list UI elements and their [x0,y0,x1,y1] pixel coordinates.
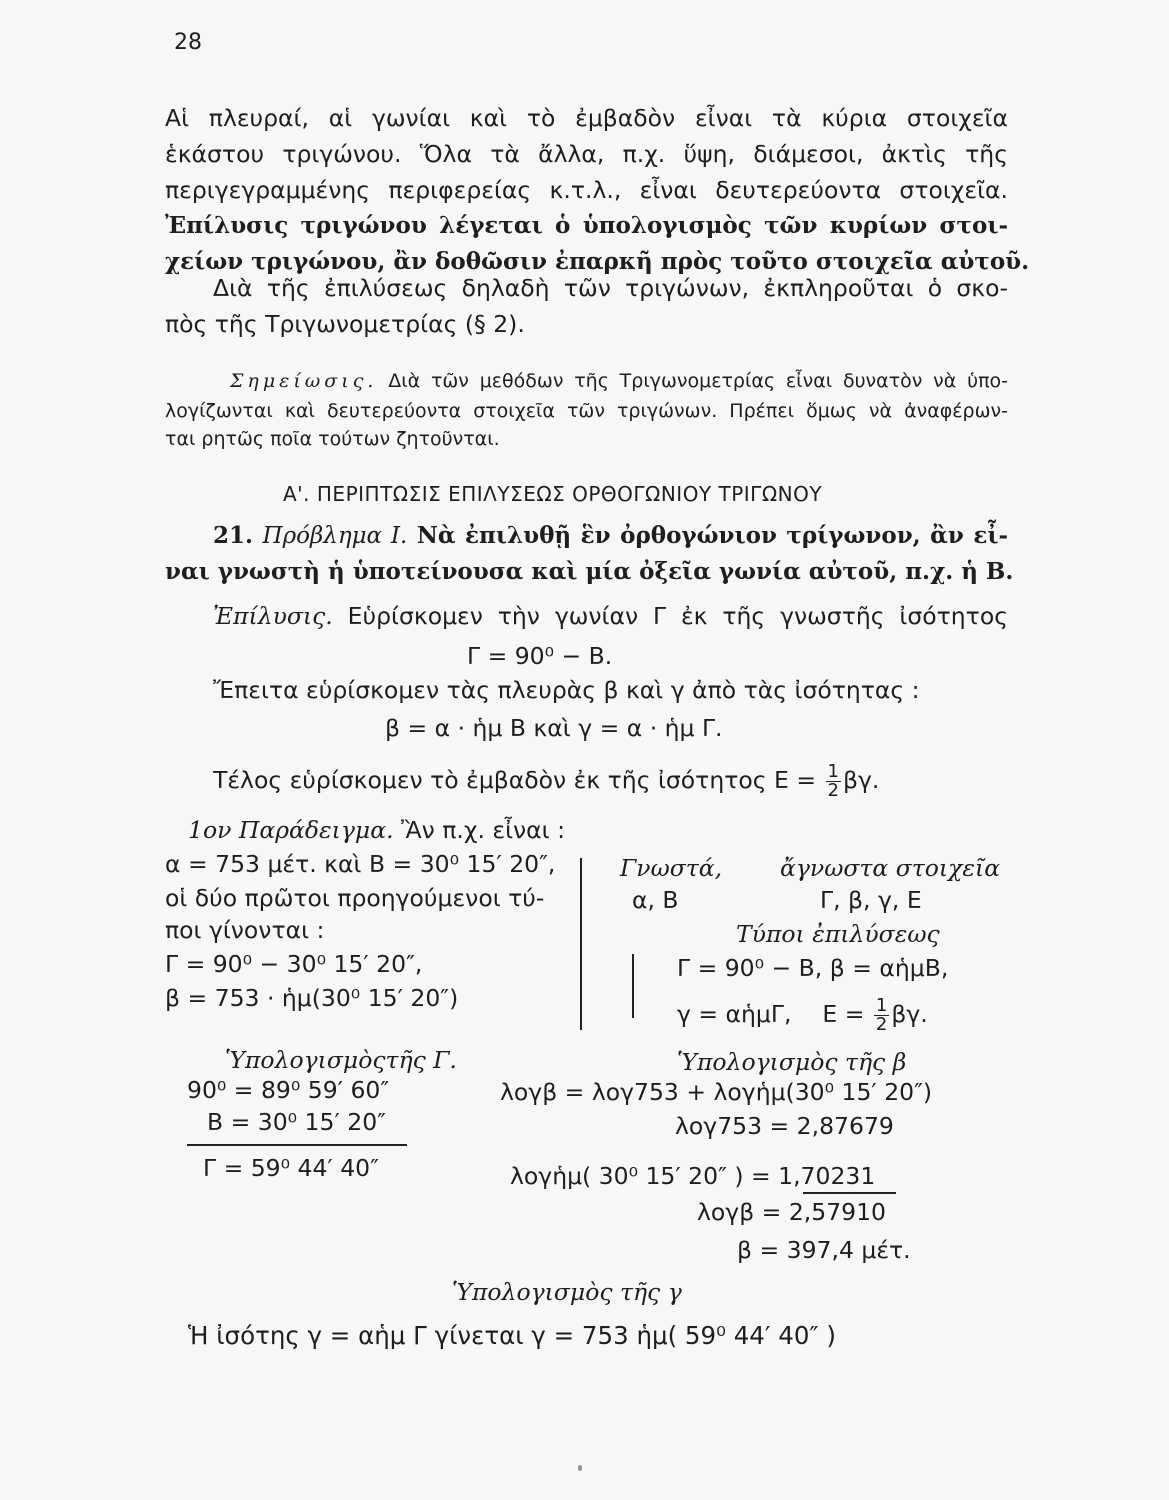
unknown-header: ἄγνωστα στοιχεῖα [780,854,1001,882]
fraction-numerator: 1 [875,995,888,1016]
note-line: λογίζωνται καὶ δευτερεύοντα στοιχεῖα τῶν τριγώνων. Πρέπει ὅμως νὰ ἀναφέρων- [165,400,1008,422]
note-label: Σημείωσις. [230,370,378,392]
note-line: ται ρητῶς ποῖα τούτων ζητοῦνται. [165,428,500,450]
text-line: περιγεγραμμένης περιφερείας κ.τ.λ., εἶναι δευτερεύοντα στοιχεῖα. [165,176,1008,204]
problem-text: Νὰ ἐπιλυθῇ ἓν ὀρθογώνιον τρίγωνον, ἂν εἶ- [416,522,1008,549]
types-brace [632,954,634,1018]
solution-line-2: Ἔπειτα εὑρίσκομεν τὰς πλευρὰς β καὶ γ ἀπὸ τὰς ἰσότητας : [213,676,920,704]
area-text: Τέλος εὑρίσκομεν τὸ ἐμβαδὸν ἐκ τῆς ἰσότητος Ε = [213,766,817,794]
calc-beta-result: β = 397,4 μέτ. [737,1236,911,1264]
calc-c-header: Ὑπολογισμὸς τῆς γ [452,1278,682,1306]
calc-beta-line: λογβ = λογ753 + λογἡμ(30⁰ 15′ 20″) [500,1078,933,1106]
example-formula-gamma: Γ = 90⁰ − 30⁰ 15′ 20″, [165,950,423,978]
types-fraction [874,997,889,1034]
calc-gamma-rule [187,1144,407,1146]
text-line: ἑκάστου τριγώνου. Ὅλα τὰ ἄλλα, π.χ. ὕψη, διάμεσοι, ἀκτὶς τῆς [165,140,1008,168]
solution-line-1 [213,598,1008,634]
types-line-2 [677,996,928,1034]
calc-gamma-line: Β = 30⁰ 15′ 20″ [207,1108,386,1136]
known-header: Γνωστά, [620,854,723,882]
problem-line-2: ναι γνωστὴ ἡ ὑποτείνουσα καὶ μία ὀξεῖα γωνία αὐτοῦ, π.χ. ἡ Β. [165,558,1014,585]
page-number: 28 [174,30,202,55]
calc-beta-line: λογἡμ( 30⁰ 15′ 20″ ) = 1,70231 [510,1162,876,1190]
half-fraction [826,763,841,800]
unknown-values: Γ, β, γ, Ε [820,886,922,914]
example-intro: Ἂν π.χ. εἶναι : [401,816,565,844]
calc-beta-line: λογ753 = 2,87679 [675,1112,894,1140]
fraction-denominator: 2 [875,1014,888,1035]
given-values: α = 753 μέτ. καὶ Β = 30⁰ 15′ 20″, [165,850,556,878]
example-label: 1ον Παράδειγμα. [188,816,394,844]
calc-gamma-result: Γ = 59⁰ 44′ 40″ [203,1154,379,1182]
problem-number: 21. [213,522,254,549]
formula-sides: β = α · ἡμ Β καὶ γ = α · ἡμ Γ. [385,714,723,742]
column-divider [580,858,582,1030]
example-formula-beta: β = 753 · ἡμ(30⁰ 15′ 20″) [165,984,459,1012]
types-area-end: βγ. [891,1000,928,1028]
types-header: Τύποι ἐπιλύσεως [736,920,940,948]
text-line: χείων τριγώνου, ἂν δοθῶσιν ἐπαρκῆ πρὸς τοῦτο στοιχεῖα αὐτοῦ. [165,248,1030,275]
note-line-1 [230,370,1008,392]
calc-beta-line: λογβ = 2,57910 [697,1198,886,1226]
fraction-denominator: 2 [827,780,839,801]
problem-line-1 [213,522,1008,549]
text-line: Αἱ πλευραί, αἱ γωνίαι καὶ τὸ ἐμβαδὸν εἶναι τὰ κύρια στοιχεῖα [165,104,1008,132]
example-text: ποι γίνονται : [165,916,325,944]
formula-gamma: Γ = 90⁰ − Β. [467,642,613,670]
note-text: Διὰ τῶν μεθόδων τῆς Τριγωνομετρίας εἶναι δυνατὸν νὰ ὑπο- [388,370,1008,392]
text-line: Ἐπίλυσις τριγώνου λέγεται ὁ ὑπολογισμὸς τῶν κυρίων στοι- [165,212,1008,239]
area-text-end: βγ. [842,766,880,794]
calc-c-line: Ἡ ἰσότης γ = αἡμ Γ γίνεται γ = 753 ἡμ( 59⁰ 44′ 40″ ) [188,1321,836,1350]
known-values: α, Β [632,886,679,914]
example-header [188,812,565,848]
example-text: οἱ δύο πρῶτοι προηγούμενοι τύ- [165,884,545,912]
solution-text: Εὑρίσκομεν τὴν γωνίαν Γ ἐκ τῆς γνωστῆς ἰσότητος [347,602,1008,630]
page-speck [578,1465,582,1471]
problem-label: Πρόβλημα Ι. [262,523,408,549]
text-line: Διὰ τῆς ἐπιλύσεως δηλαδὴ τῶν τριγώνων, ἐκπληροῦται ὁ σκο- [213,274,1008,302]
types-line-1: Γ = 90⁰ − Β, β = αἡμΒ, [677,954,949,982]
solution-label: Ἐπίλυσις. [213,602,333,630]
solution-line-3 [213,762,879,800]
types-area: Ε = [822,1000,865,1028]
calc-gamma-header: Ὑπολογισμὸςτῆς Γ. [225,1046,457,1074]
types-gamma: γ = αἡμΓ, [677,1000,792,1028]
text-line: πὸς τῆς Τριγωνομετρίας (§ 2). [165,310,525,338]
calc-gamma-line: 90⁰ = 89⁰ 59′ 60″ [187,1076,390,1104]
section-heading: Α'. ΠΕΡΙΠΤΩΣΙΣ ΕΠΙΛΥΣΕΩΣ ΟΡΘΟΓΩΝΙΟΥ ΤΡΙΓΩΝΟΥ [283,482,823,506]
calc-beta-header: Ὑπολογισμὸς τῆς β [677,1048,907,1076]
fraction-numerator: 1 [827,761,839,782]
